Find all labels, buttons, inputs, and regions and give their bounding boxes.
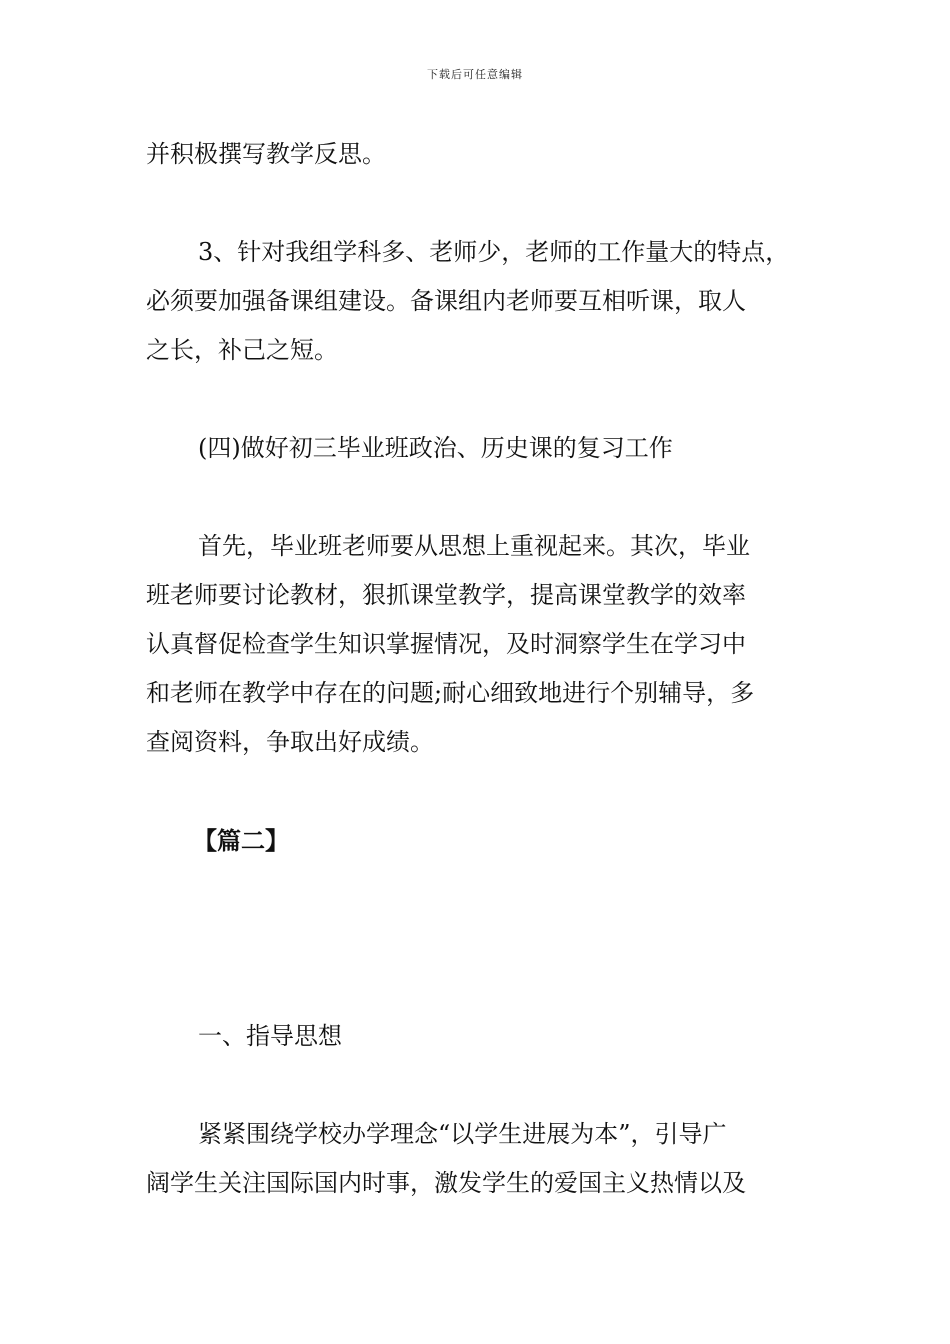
- section-heading-guiding-ideology: [146, 1012, 826, 1061]
- text-line: 认真督促检查学生知识掌握情况，及时洞察学生在学习中: [146, 630, 746, 658]
- text-line: 3、针对我组学科多、老师少，老师的工作量大的特点，: [198, 238, 790, 266]
- text-line: 【篇二】: [193, 826, 289, 855]
- paragraph-prep-group: [146, 228, 826, 375]
- text-line: 并积极撰写教学反思。: [146, 140, 386, 168]
- paragraph-graduation-class: [146, 522, 826, 767]
- text-line: 和老师在教学中存在的问题;耐心细致地进行个别辅导，多: [146, 679, 755, 707]
- section-heading-graduation-review: [146, 424, 826, 473]
- paragraph-reflection: [146, 130, 826, 179]
- page-header: 下载后可任意编辑: [427, 68, 523, 81]
- document-body: [146, 130, 826, 1208]
- text-line: 阔学生关注国际国内时事，激发学生的爱国主义热情以及: [146, 1169, 746, 1197]
- text-line: 班老师要讨论教材，狠抓课堂教学，提高课堂教学的效率: [146, 581, 746, 609]
- text-line: (四)做好初三毕业班政治、历史课的复习工作: [198, 434, 673, 462]
- text-line: 之长，补己之短。: [146, 336, 338, 364]
- section-marker-part-two: [146, 816, 826, 865]
- text-line: 首先，毕业班老师要从思想上重视起来。其次，毕业: [198, 532, 750, 560]
- text-line: 紧紧围绕学校办学理念“以学生进展为本”，引导广: [198, 1120, 727, 1148]
- text-line: 必须要加强备课组建设。备课组内老师要互相听课，取人: [146, 287, 746, 315]
- text-line: 查阅资料，争取出好成绩。: [146, 728, 434, 756]
- text-line: 一、指导思想: [198, 1022, 342, 1050]
- paragraph-guiding-ideology: [146, 1110, 826, 1208]
